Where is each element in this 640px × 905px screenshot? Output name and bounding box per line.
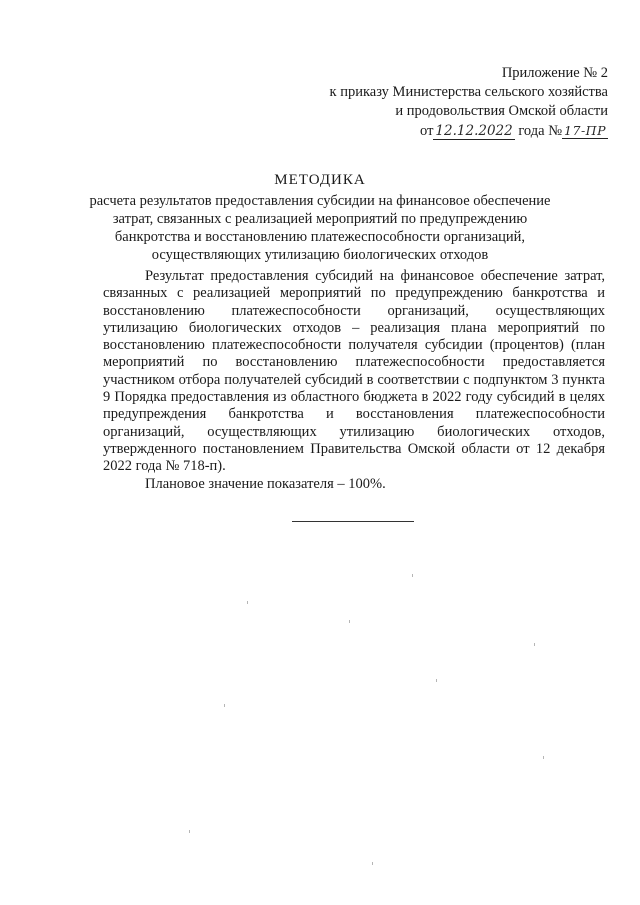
handwritten-date: 12.12.2022 — [435, 123, 513, 139]
closing-divider — [292, 521, 414, 522]
scan-speck — [543, 756, 544, 759]
scan-speck — [224, 704, 225, 707]
scan-speck — [372, 862, 373, 865]
appendix-ministry-line: и продовольствия Омской области — [395, 103, 608, 119]
subtitle-line: банкротства и восстановлению платежеспособности организаций, — [114, 229, 526, 245]
scan-speck — [247, 601, 248, 604]
handwritten-number: 17-ПР — [564, 123, 606, 138]
appendix-title: Приложение № 2 — [501, 65, 608, 81]
document-subtitle — [0, 192, 640, 264]
document-title: МЕТОДИКА — [274, 172, 366, 188]
subtitle-line: расчета результатов предоставления субсидии на финансовое обеспечение — [89, 193, 551, 209]
appendix-block — [330, 64, 608, 141]
scan-speck — [189, 830, 190, 833]
scan-speck — [436, 679, 437, 682]
scan-speck — [412, 574, 413, 577]
appendix-order-line: к приказу Министерства сельского хозяйства — [329, 84, 608, 100]
subtitle-line: осуществляющих утилизацию биологических отходов — [151, 247, 489, 263]
subtitle-line: затрат, связанных с реализацией мероприятий по предупреждению — [112, 211, 528, 227]
body-paragraph-result: Результат предоставления субсидий на финансовое обеспечение затрат, связанных с реализацией мероприятий по предупреждению банкротства и восстановлению платежеспособности организаций, осуществляющих утилизацию биологических отходов – реализация плана мероприятий по восстановлению платежеспособности получателя субсидии (процентов) (план мероприятий по восстановлению платежеспособности предоставляется участником отбора получателей субсидий в соответствии с подпунктом 3 пункта 9 Порядка предоставления из областного бюджета в 2022 году субсидий в целях предупреждения банкротства и восстановления платежеспособности организаций, осуществляющих утилизацию биологических отходов, утвержденного постановлением Правительства Омской области от 12 декабря 2022 года № 718-п). — [103, 268, 605, 475]
scan-speck — [349, 620, 350, 623]
document-body — [103, 268, 605, 493]
year-number-label: года № — [518, 123, 563, 139]
from-label: от — [420, 123, 434, 139]
body-paragraph-target: Плановое значение показателя – 100%. — [145, 475, 386, 492]
scan-speck — [534, 643, 535, 646]
document-heading — [0, 170, 640, 264]
appendix-date-line — [330, 121, 608, 141]
